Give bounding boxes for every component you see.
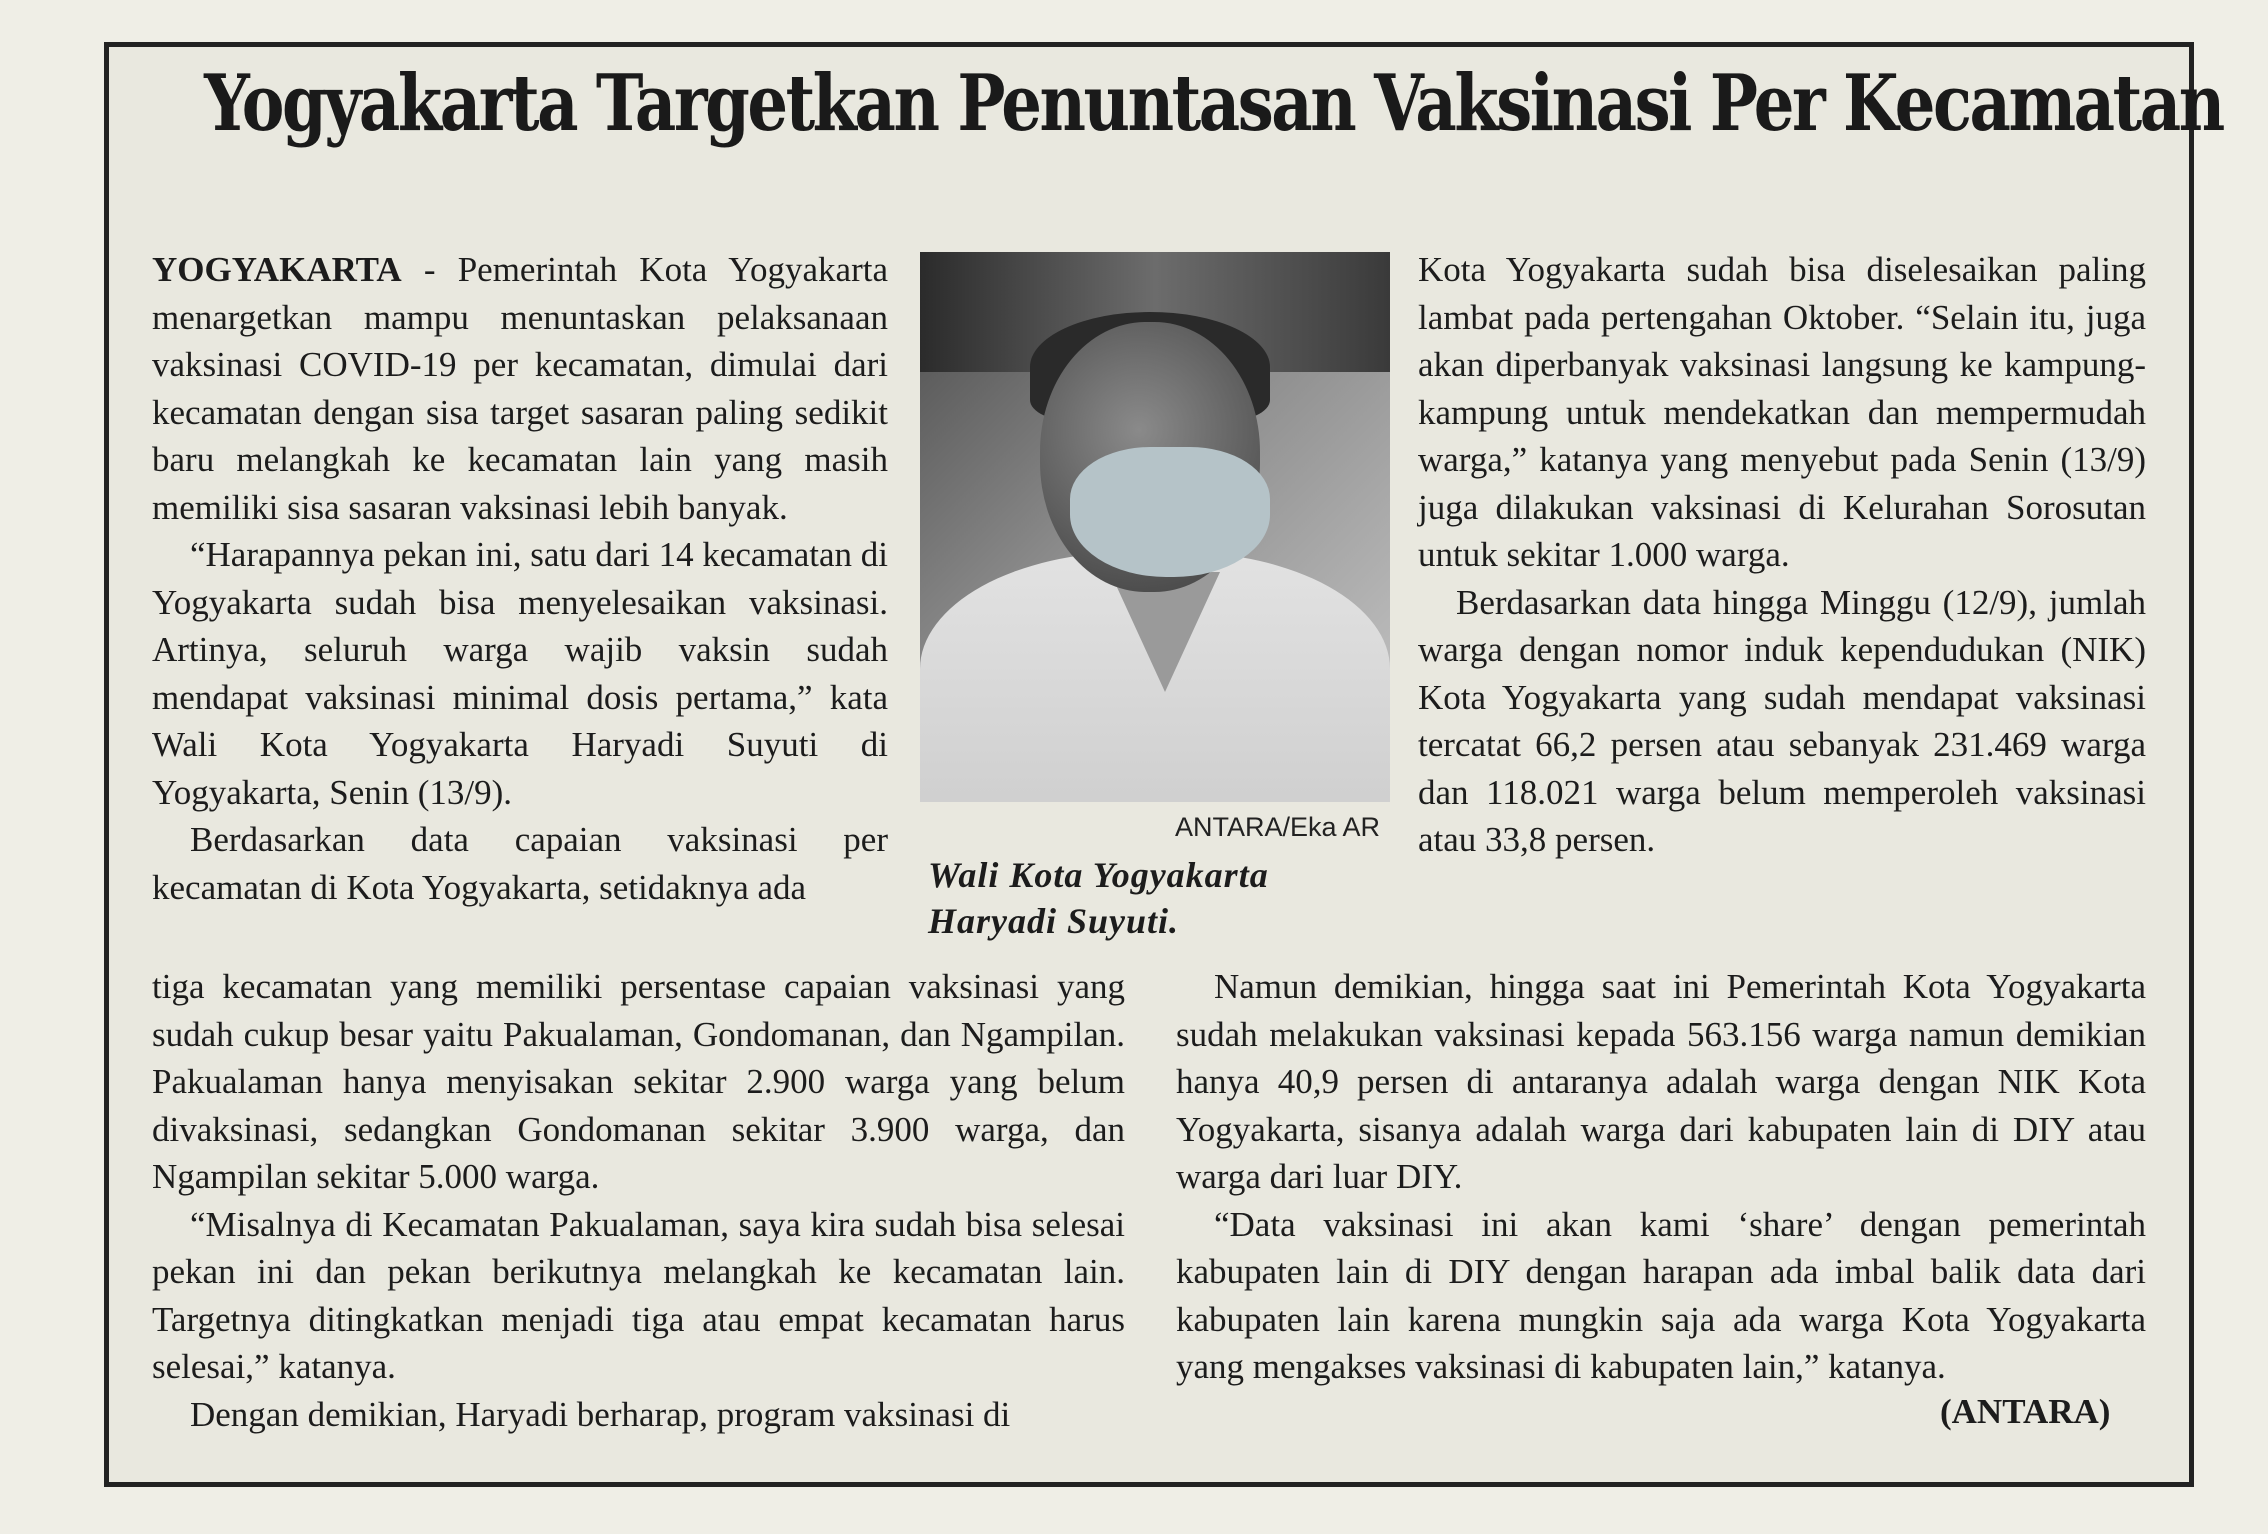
article-photo: [920, 252, 1390, 802]
col3-paragraph-1: Kota Yogyakarta sudah bisa diselesaikan paling lambat pada pertengahan Oktober. “Selain itu, juga akan diperbanyak vaksinasi langsung ke kampung-kampung untuk mendekatkan dan mempermudah warga,” katanya yang menyebut pada Senin (13/9) juga dilakukan vaksinasi di Kelurahan Sorosutan untuk sekitar 1.000 warga.: [1418, 250, 2146, 574]
face-mask: [1070, 447, 1270, 577]
col3-paragraph-3: Namun demikian, hingga saat ini Pemerintah Kota Yogyakarta sudah melakukan vaksinasi kepada 563.156 warga namun demikian hanya 40,9 persen di antaranya adalah warga dengan NIK Kota Yogyakarta, sisanya adalah warga dari kabupaten lain di DIY atau warga dari luar DIY.: [1176, 967, 2146, 1196]
paragraph-2: “Harapannya pekan ini, satu dari 14 kecamatan di Yogyakarta sudah bisa menyelesaikan vaksinasi. Artinya, seluruh warga wajib vaksin sudah mendapat vaksinasi minimal dosis pertama,” kata Wali Kota Yogyakarta Haryadi Suyuti di Yogyakarta, Senin (13/9).: [152, 535, 888, 812]
paragraph-1-text: - Pemerintah Kota Yogyakarta menargetkan mampu menuntaskan pelaksanaan vaksinasi COVID-19 per kecamatan, dimulai dari kecamatan dengan sisa target sasaran paling sedikit baru melangkah ke kecamatan lain yang masih memiliki sisa sasaran vaksinasi lebih banyak.: [152, 250, 888, 527]
paragraph-3-cont: tiga kecamatan yang memiliki persentase capaian vaksinasi yang sudah cukup besar yaitu Pakualaman, Gondomanan, dan Ngampilan. Pakualaman hanya menyisakan sekitar 2.900 warga yang belum divaksinasi, sedangkan Gondomanan sekitar 3.900 warga, dan Ngampilan sekitar 5.000 warga.: [152, 967, 1125, 1196]
col3-paragraph-4: “Data vaksinasi ini akan kami ‘share’ dengan pemerintah kabupaten lain di DIY dengan harapan ada imbal balik data dari kabupaten lain karena mungkin saja ada warga Kota Yogyakarta yang mengakses vaksinasi di kabupaten lain,” katanya.: [1176, 1204, 2146, 1386]
source-signature: (ANTARA): [1940, 1392, 2111, 1431]
column-1-wide: [152, 963, 1125, 1438]
dateline: YOGYAKARTA: [152, 250, 402, 289]
paragraph-1: [152, 246, 888, 531]
paragraph-4: “Misalnya di Kecamatan Pakualaman, saya kira sudah bisa selesai pekan ini dan pekan berikutnya melangkah ke kecamatan lain. Targetnya ditingkatkan menjadi tiga atau empat kecamatan harus selesai,” katanya.: [152, 1204, 1125, 1386]
paragraph-3: Berdasarkan data capaian vaksinasi per kecamatan di Kota Yogyakarta, setidaknya ada: [152, 820, 888, 907]
headline: Yogyakarta Targetkan Penuntasan Vaksinasi Per Kecamatan: [204, 58, 2223, 149]
column-3-wide: [1176, 963, 2146, 1391]
photo-caption: Wali Kota Yogyakarta Haryadi Suyuti.: [928, 855, 1269, 941]
column-3: [1418, 246, 2146, 864]
paragraph-5: Dengan demikian, Haryadi berharap, program vaksinasi di: [190, 1394, 1011, 1434]
col3-paragraph-2: Berdasarkan data hingga Minggu (12/9), jumlah warga dengan nomor induk kependudukan (NIK) Kota Yogyakarta yang sudah mendapat vaksinasi tercatat 66,2 persen atau sebanyak 231.469 warga dan 118.021 warga belum memperoleh vaksinasi atau 33,8 persen.: [1418, 582, 2146, 859]
photo-credit: ANTARA/Eka AR: [1175, 812, 1381, 842]
column-1: [152, 246, 888, 911]
